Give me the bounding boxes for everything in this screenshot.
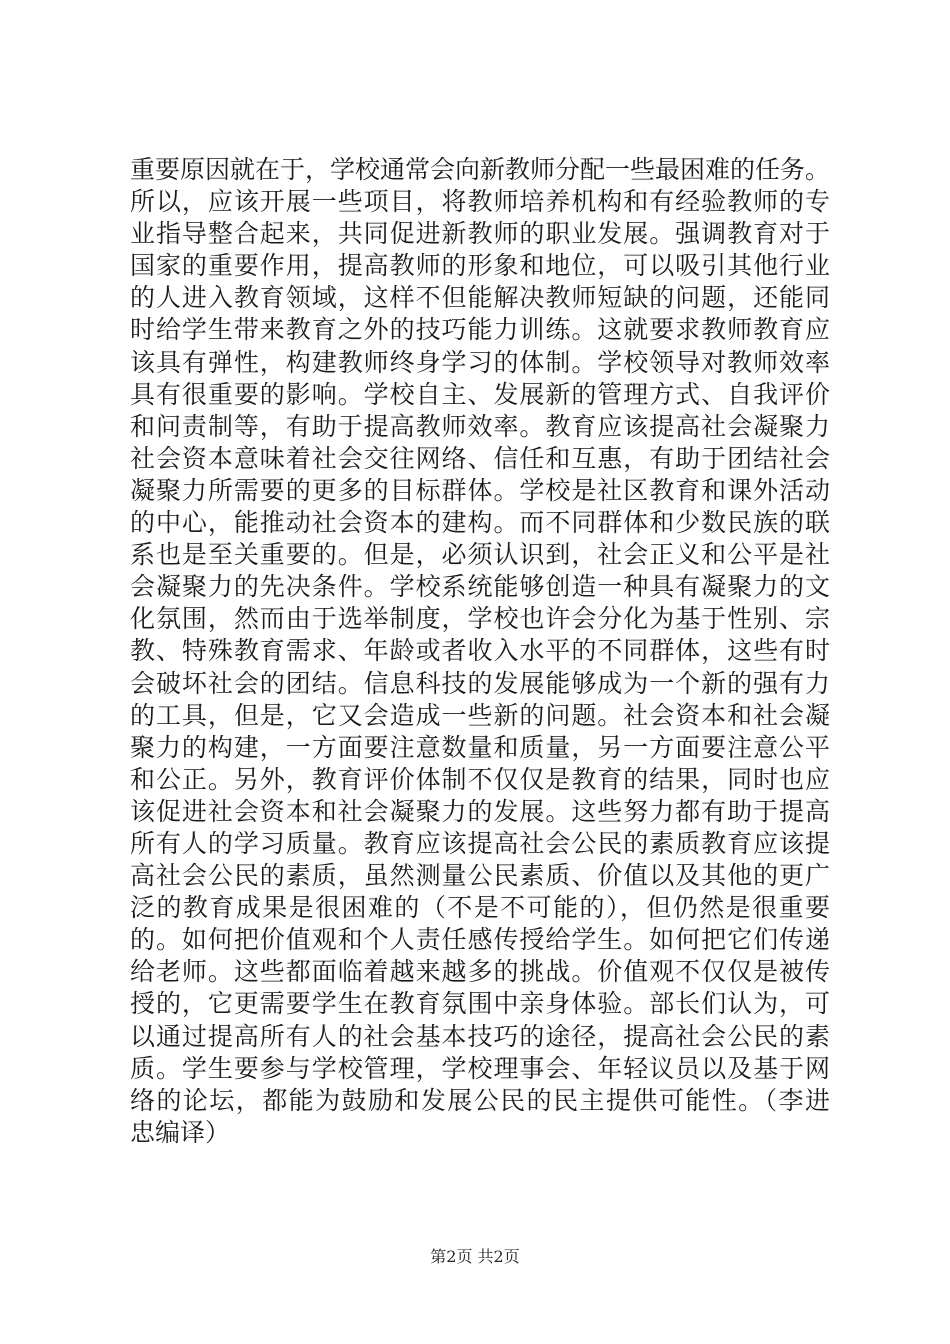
text-line: 忠编译） <box>130 1117 231 1147</box>
text-line: 聚力的构建，一方面要注意数量和质量，另一方面要注意公平 <box>130 732 830 762</box>
text-line: 该促进社会资本和社会凝聚力的发展。这些努力都有助于提高 <box>130 796 830 826</box>
text-line: 的中心，能推动社会资本的建构。而不同群体和少数民族的联 <box>130 508 830 538</box>
text-line: 业指导整合起来，共同促进新教师的职业发展。强调教育对于 <box>130 219 830 249</box>
text-line: 给老师。这些都面临着越来越多的挑战。价值观不仅仅是被传 <box>130 957 830 987</box>
text-line: 教、特殊教育需求、年龄或者收入水平的不同群体，这些有时 <box>130 636 830 666</box>
body-text <box>130 154 830 1149</box>
text-line: 时给学生带来教育之外的技巧能力训练。这就要求教师教育应 <box>130 315 830 345</box>
text-line: 重要原因就在于，学校通常会向新教师分配一些最困难的任务。 <box>130 155 831 184</box>
text-line: 以通过提高所有人的社会基本技巧的途径，提高社会公民的素 <box>130 1021 830 1051</box>
text-line: 高社会公民的素质，虽然测量公民素质、价值以及其他的更广 <box>130 861 830 891</box>
text-line: 的人进入教育领域，这样不但能解决教师短缺的问题，还能同 <box>130 283 830 313</box>
text-line: 系也是至关重要的。但是，必须认识到，社会正义和公平是社 <box>130 540 830 570</box>
text-line: 质。学生要参与学校管理，学校理事会、年轻议员以及基于网 <box>130 1053 830 1083</box>
text-line: 该具有弹性，构建教师终身学习的体制。学校领导对教师效率 <box>130 347 830 377</box>
text-line: 化氛围，然而由于选举制度，学校也许会分化为基于性别、宗 <box>130 604 830 634</box>
text-line: 所以，应该开展一些项目，将教师培养机构和有经验教师的专 <box>130 187 830 217</box>
text-line: 泛的教育成果是很困难的（不是不可能的），但仍然是很重要 <box>130 893 830 923</box>
text-line: 授的，它更需要学生在教育氛围中亲身体验。部长们认为，可 <box>130 989 830 1019</box>
text-line: 和问责制等，有助于提高教师效率。教育应该提高社会凝聚力 <box>130 411 830 441</box>
text-line: 会凝聚力的先决条件。学校系统能够创造一种具有凝聚力的文 <box>130 572 830 602</box>
text-line: 社会资本意味着社会交往网络、信任和互惠，有助于团结社会 <box>130 443 830 473</box>
text-line: 国家的重要作用，提高教师的形象和地位，可以吸引其他行业 <box>130 251 830 281</box>
text-line: 会破坏社会的团结。信息科技的发展能够成为一个新的强有力 <box>130 668 830 698</box>
text-line: 络的论坛，都能为鼓励和发展公民的民主提供可能性。（李进 <box>130 1085 830 1115</box>
text-line: 凝聚力所需要的更多的目标群体。学校是社区教育和课外活动 <box>130 475 830 505</box>
text-line: 和公正。另外，教育评价体制不仅仅是教育的结果，同时也应 <box>130 764 830 794</box>
text-line: 具有很重要的影响。学校自主、发展新的管理方式、自我评价 <box>130 379 830 409</box>
text-line: 所有人的学习质量。教育应该提高社会公民的素质教育应该提 <box>130 828 830 858</box>
page-footer: 第2页 共2页 <box>430 1247 520 1266</box>
text-line: 的工具，但是，它又会造成一些新的问题。社会资本和社会凝 <box>130 700 830 730</box>
text-line: 的。如何把价值观和个人责任感传授给学生。如何把它们传递 <box>130 925 830 955</box>
